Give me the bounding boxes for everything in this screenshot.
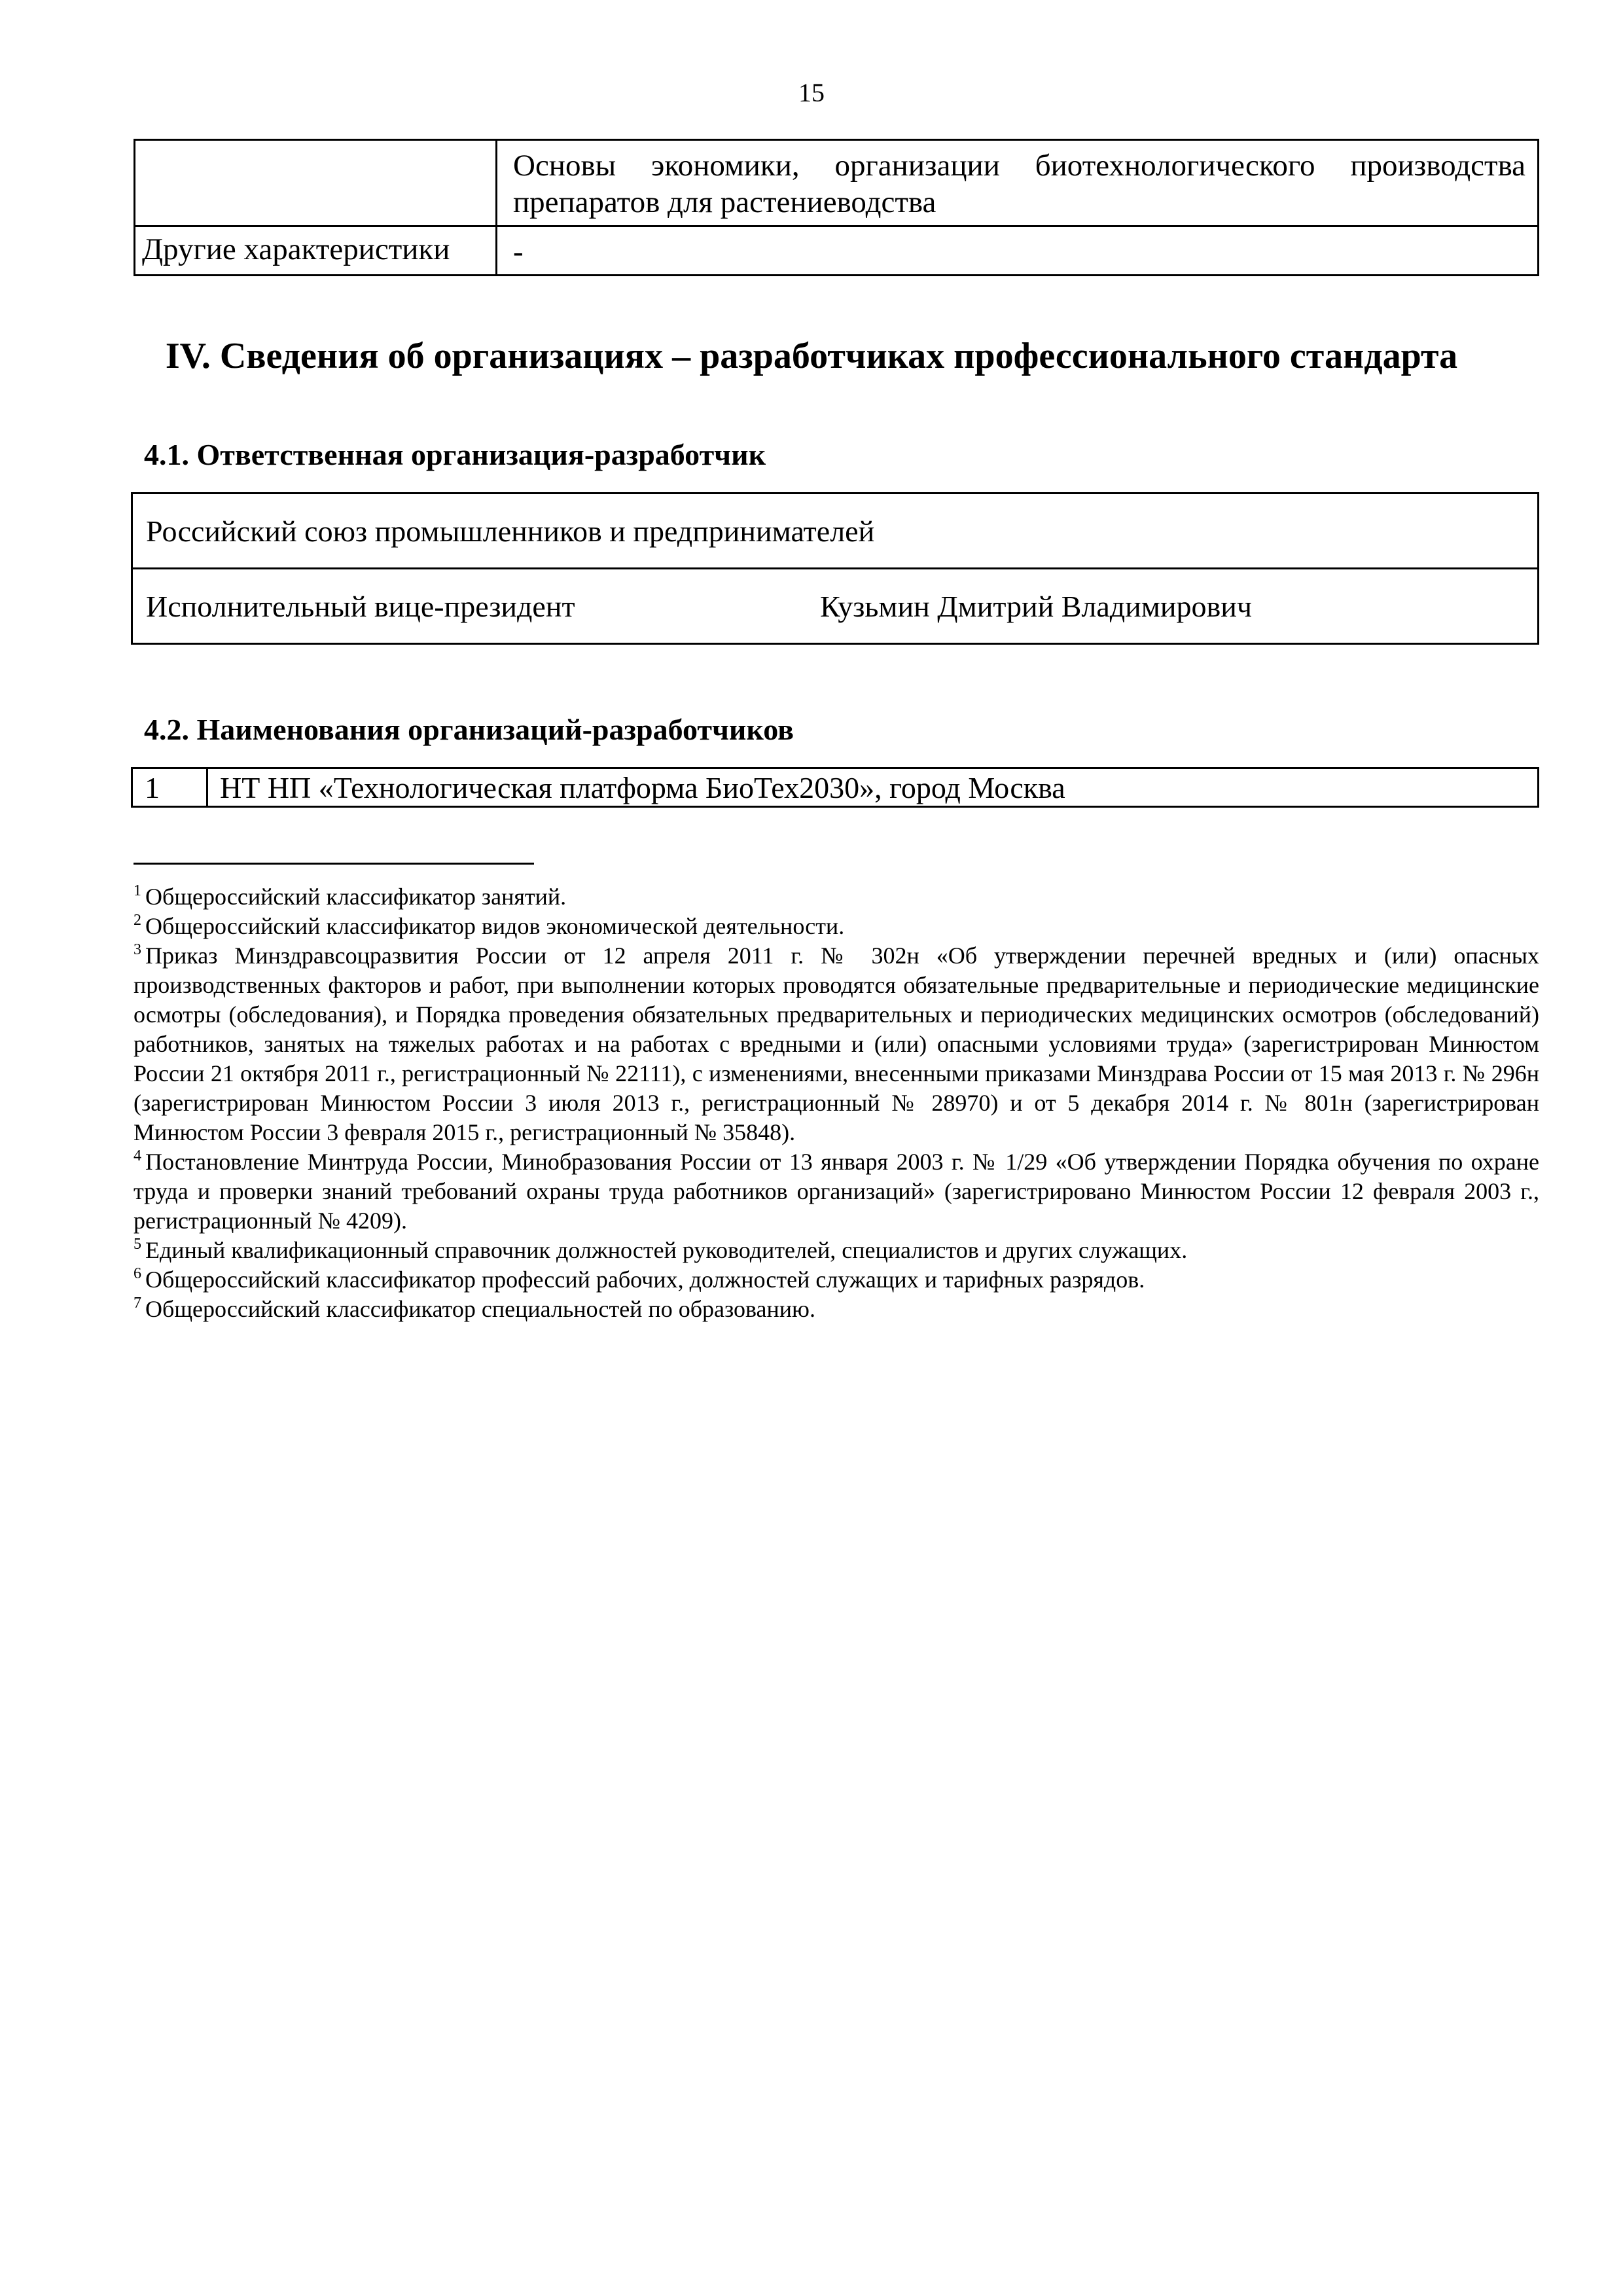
footnote (134, 882, 1539, 912)
footnote-marker: 5 (134, 1236, 141, 1253)
footnote-text: Приказ Минздравсоцразвития России от 12 апреля 2011 г. № 302н «Об утверждении перечней вредных и (или) опасных производственных факторов и работ, при выполнении которых проводятся обязательные предварительные и периодические медицинские осмотры (обследования), и Порядка проведения обязательных предварительных и периодических медицинских осмотров (обследований) работников, занятых на тяжелых работах и на работах с вредными и (или) опасными условиями труда» (зарегистрирован Минюстом России 21 октября 2011 г., регистрационный № 22111), с изменениями, внесенными приказами Минздрава России от 15 мая 2013 г. № 296н (зарегистрирован Минюстом России 3 июля 2013 г., регистрационный № 28970) и от 5 декабря 2014 г. № 801н (зарегистрирован Минюстом России 3 февраля 2015 г., регистрационный № 35848). (134, 942, 1539, 1145)
footnote-marker: 3 (134, 941, 141, 958)
section-title: IV. Сведения об организациях – разработчиках профессионального стандарта (165, 336, 1458, 376)
footnote-text: Общероссийский классификатор профессий рабочих, должностей служащих и тарифных разрядов. (145, 1266, 1145, 1293)
developer-organizations-table (131, 767, 1539, 808)
footnote-separator (134, 863, 534, 865)
footnote-marker: 4 (134, 1147, 141, 1164)
education-programs-cell (497, 140, 1539, 226)
subsection-4-1-title: 4.1. Ответственная организация-разработчик (144, 438, 766, 471)
footnote (134, 1236, 1539, 1265)
table-row (132, 493, 1539, 569)
footnote-text: Общероссийский классификатор видов экономической деятельности. (145, 913, 845, 939)
page-number: 15 (798, 78, 825, 107)
row-number: 1 (132, 768, 207, 807)
signatory-position: Исполнительный вице-президент (146, 589, 575, 623)
footnote-text: Постановление Минтруда России, Минобразования России от 13 января 2003 г. № 1/29 «Об утверждении Порядка обучения по охране труда и проверки знаний требований охраны труда работников организаций» (зарегистрировано Минюстом России 12 февраля 2003 г., регистрационный № 4209). (134, 1149, 1539, 1234)
other-characteristics-value: - (497, 226, 1539, 275)
table-row (135, 226, 1539, 275)
table-row (132, 569, 1539, 644)
developer-organization-name: НТ НП «Технологическая платформа БиоТех2030», город Москва (207, 768, 1539, 807)
education-table-continuation (134, 139, 1539, 276)
subsection-4-2-title: 4.2. Наименования организаций-разработчиков (144, 713, 794, 746)
footnote (134, 1295, 1539, 1324)
footnote-marker: 1 (134, 882, 141, 899)
footnote-text: Единый квалификационный справочник должностей руководителей, специалистов и других служащих. (145, 1237, 1188, 1263)
organization-name: Российский союз промышленников и предпринимателей (132, 493, 1539, 569)
footnote (134, 1147, 1539, 1236)
signatory-cell (132, 569, 1539, 644)
responsible-organization-table (131, 492, 1539, 645)
program-line-1: Основы экономики, организации биотехнологического производства (513, 149, 1525, 183)
footnote (134, 1265, 1539, 1295)
signatory-name: Кузьмин Дмитрий Владимирович (820, 589, 1252, 623)
footnote-text: Общероссийский классификатор занятий. (145, 884, 567, 910)
table-row (132, 768, 1539, 807)
other-characteristics-label: Другие характеристики (135, 226, 497, 275)
footnote (134, 941, 1539, 1147)
footnote-marker: 2 (134, 912, 141, 929)
footnotes (134, 882, 1539, 1324)
program-line-2: препаратов для растениеводства (513, 185, 936, 220)
footnote (134, 912, 1539, 941)
footnote-marker: 6 (134, 1265, 141, 1282)
footnote-marker: 7 (134, 1295, 141, 1312)
signatory-row (146, 589, 1524, 624)
row-label-cell (135, 140, 497, 226)
footnote-text: Общероссийский классификатор специальностей по образованию. (145, 1296, 815, 1322)
table-row (135, 140, 1539, 226)
